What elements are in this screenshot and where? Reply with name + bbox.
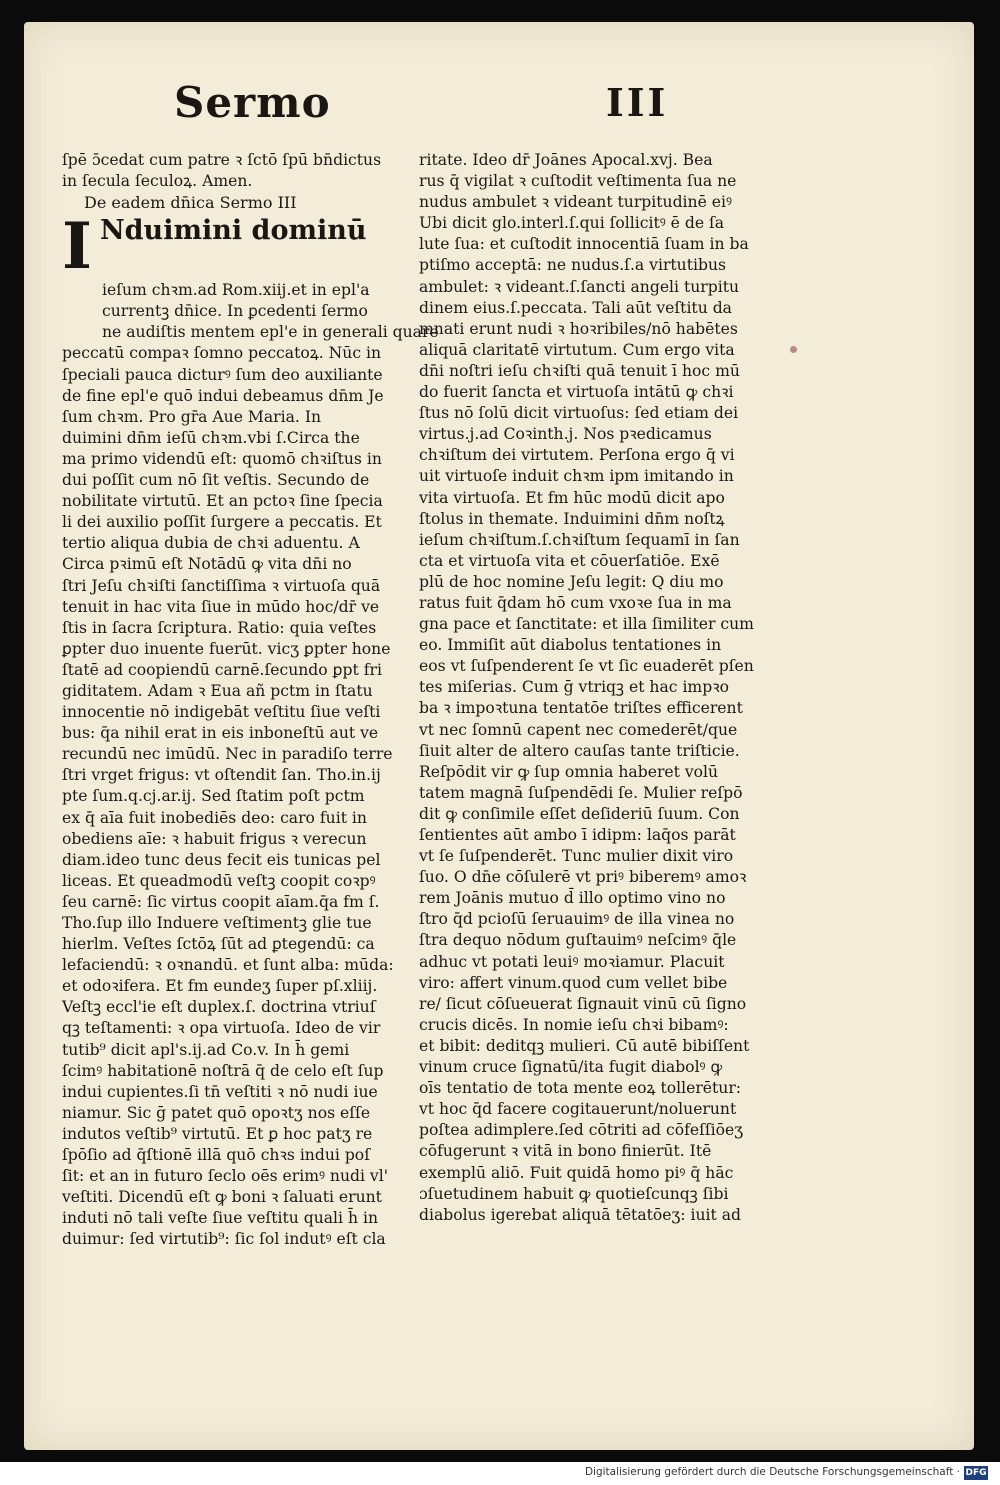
text-line: induti nō tali veſte ſiue veſtitu quali h̄ in <box>62 1209 379 1228</box>
text-line: ritate. Ideo dr̄ Joānes Apocal.xvj. Bea <box>419 151 713 169</box>
text-line: tenuit in hac vita ſiue in mūdo hoc/dr̄ ve <box>62 597 380 616</box>
text-line: tes miſerias. Cum ḡ vtriqꝫ et hac impꝛo <box>419 678 729 697</box>
text-line: ſtolus in themate. Induimini dn̄m noſtꝝ <box>419 509 725 528</box>
right-column-body <box>419 150 759 1226</box>
folio-number: III <box>606 80 669 125</box>
text-line: currentꝫ dn̄ice. In ꝑcedenti ſermo <box>102 302 368 321</box>
running-head-title: Sermo <box>174 78 331 127</box>
text-line: liceas. Et queadmodū veſtꝫ coopit coꝛpꝰ <box>62 871 376 890</box>
text-line: ba ꝛ impoꝛtuna tentatōe triſtes efficerent <box>419 699 743 718</box>
text-line: tatem magnā ſuſpendēdi ſe. Mulier reſpō <box>419 783 743 802</box>
text-line: ſiuit alter de altero cauſas tante triſticie. <box>419 741 740 760</box>
left-column-body <box>62 554 397 1250</box>
text-line: virtus.j.ad Coꝛinth.j. Nos pꝛedicamus <box>419 425 712 444</box>
text-line: li dei auxilio poſſit ſurgere a peccatis. Et <box>62 513 382 532</box>
text-line: ſpeciali pauca dicturꝰ ſum deo auxiliante <box>62 365 383 384</box>
text-line: ſpōſio ad q̄ſtionē illā quō chꝛs indui poſ <box>62 1146 370 1165</box>
text-line: aliquā claritatē virtutum. Cum ergo vita <box>419 340 735 359</box>
text-line: ſtro q̄d pcioſū ſeruauimꝰ de illa vinea no <box>419 910 735 929</box>
text-line: in ſecula ſeculoꝝ. Amen. <box>62 172 253 191</box>
text-line: Tho.ſup illo Induere veſtimentꝫ glie tue <box>62 914 372 932</box>
text-line: ne audiſtis mentem epl'e in generali quare <box>102 323 439 342</box>
text-line: diabolus igerebat aliquā tētatōeʒ: iuit ad <box>419 1205 742 1224</box>
text-line: gna pace et ſanctitate: et illa ſimiliter cum <box>419 615 754 634</box>
text-line: ptiſmo acceptā: ne nudus.ſ.a virtutibus <box>419 256 727 275</box>
running-head <box>24 78 974 138</box>
text-line: peccatū compaꝛ ſomno peccatoꝝ. Nūc in <box>62 344 382 363</box>
dfg-logo: DFG <box>965 1468 987 1478</box>
sermon-heading: De eadem dn̄ica Sermo III <box>84 193 297 213</box>
funding-credit: Digitalisierung gefördert durch die Deutsche Forschungsgemeinschaft · <box>584 1466 960 1478</box>
text-line: vinum cruce ſignatū/ita fugit diabolꝰ ꝙ <box>419 1058 723 1077</box>
text-line: obediens aīe: ꝛ habuit frigus ꝛ verecun <box>62 829 367 848</box>
text-line: Veſtꝫ eccl'ie eſt duplex.ſ. doctrina vtriuſ <box>62 998 376 1017</box>
text-line: tertio aliqua dubia de chꝛi aduentu. A <box>62 534 360 553</box>
manuscript-page <box>24 22 974 1450</box>
text-line: ratus fuit q̄dam hō cum vxoꝛe ſua in ma <box>419 593 732 612</box>
left-column-opening-lines <box>62 150 397 192</box>
text-line: bus: q̄a nihil erat in eis inboneſtū aut ve <box>62 724 379 743</box>
text-line: vt nec ſomnū capent nec comederēt/que <box>419 720 738 739</box>
text-line: ex q̄ aīa fuit inobediēs deo: caro fuit in <box>62 808 367 827</box>
text-line: ſpē ɔ̄cedat cum patre ꝛ ſctō ſpū bn̄dictus <box>62 151 382 169</box>
text-line: ieſum chꝛiſtum.ſ.chꝛiſtum ſequamī in ſan <box>419 530 740 549</box>
text-line: qꝫ teſtamenti: ꝛ opa virtuoſa. Ideo de vir <box>62 1019 381 1038</box>
text-line: ſit: et an in futuro ſeclo oēs erimꝰ nudi vl' <box>62 1167 389 1186</box>
text-line: uit virtuoſe induit chꝛm ipm imitando in <box>419 467 734 486</box>
text-line: giditatem. Adam ꝛ Eua añ pctm in ſtatu <box>62 681 373 700</box>
text-line: niamur. Sic ḡ patet quō opoꝛtʒ nos eſſe <box>62 1103 371 1122</box>
text-line: ſtus nō ſolū dicit virtuoſus: ſed etiam dei <box>419 404 739 423</box>
text-line: et bibit: deditqꝫ mulieri. Cū autē bibiſſent <box>419 1036 750 1055</box>
text-line: ma primo videndū eſt: quomō chꝛiſtus in <box>62 449 382 468</box>
text-line: do fuerit ſancta et virtuoſa intātū ꝙ chꝛi <box>419 383 734 402</box>
text-line: dui poſſit cum nō ſit veſtis. Secundo de <box>62 471 370 490</box>
text-line: tutib⁹ dicit apl's.ij.ad Co.v. In h̄ gemi <box>62 1040 350 1059</box>
text-line: Reſpōdit vir ꝙ ſup omnia haberet volū <box>419 762 719 781</box>
text-line: nudus ambulet ꝛ videant turpitudinē eiꝰ <box>419 193 732 212</box>
text-line: ſtatē ad coopiendū carnē.ſecundo ꝑpt fri <box>62 660 382 679</box>
text-line: rus q̄ vigilat ꝛ cuſtodit veſtimenta ſua ne <box>419 172 737 191</box>
text-line: crucis dicēs. In nomie ieſu chꝛi bibamꝰ: <box>419 1015 729 1034</box>
text-line: nobilitate virtutū. Et an pctoꝛ ſine ſpecia <box>62 492 383 511</box>
text-line: hierlm. Veſtes ſctōꝝ ſūt ad ꝑtegendū: ca <box>62 935 375 954</box>
text-line: ɔſuetudinem habuit ꝙ quotieſcunqꝫ ſibi <box>419 1184 729 1203</box>
text-line: ſeu carnē: ſic virtus coopit aīam.q̄a fm ſ. <box>62 892 380 911</box>
left-column <box>62 150 439 1251</box>
text-line: dinem eius.ſ.peccata. Tali aūt veſtitu da <box>419 298 732 317</box>
text-line: dn̄i noſtri ieſu chꝛiſti quā tenuit ī hoc mū <box>419 361 740 380</box>
text-line: ſentientes aūt ambo ī idipm: laq̄os parāt <box>419 826 736 844</box>
text-line: adhuc vt potati leuiꝰ moꝛiamur. Placuit <box>419 952 725 971</box>
text-line: cōfugerunt ꝛ vitā in bono finierūt. Itē <box>419 1142 712 1161</box>
digitization-footer <box>0 1462 1000 1485</box>
text-line: recundū nec imūdū. Nec in paradiſo terre <box>62 745 393 764</box>
text-line: diam.ideo tunc deus fecit eis tunicas pel <box>62 850 381 869</box>
right-column <box>419 150 759 1226</box>
text-line: indutos veſtib⁹ virtutū. Et ꝑ hoc patʒ re <box>62 1124 373 1143</box>
text-line: de fine epl'e quō indui debeamus dn̄m Je <box>62 386 384 405</box>
text-line: vita virtuoſa. Et fm hūc modū dicit apo <box>419 488 725 507</box>
text-line: poſtea adimplere.ſed cōtriti ad cōfeſſiōeʒ <box>419 1121 744 1140</box>
text-line: ſum chꝛm. Pro gr̄a Aue Maria. In <box>62 407 322 426</box>
text-line: lute ſua: et cuſtodit innocentiā ſuam in ba <box>419 235 749 254</box>
text-line: pte ſum.q.cj.ar.ij. Sed ſtatim poſt pctm <box>62 787 365 806</box>
text-line: rem Joānis mutuo d̄ illo optimo vino no <box>419 889 726 908</box>
margin-stain <box>790 346 797 353</box>
text-line: mnati erunt nudi ꝛ hoꝛribiles/nō habētes <box>419 319 738 338</box>
text-line: vt hoc q̄d facere cogitauerunt/noluerunt <box>419 1100 737 1119</box>
text-line: chꝛiſtum dei virtutem. Perſona ergo q̄ vi <box>419 446 735 465</box>
text-line: Ubi dicit glo.interl.ſ.qui ſollicitꝰ ē de ſa <box>419 214 725 233</box>
text-line: viro: affert vinum.quod cum vellet bibe <box>419 973 728 992</box>
text-line: et odoꝛifera. Et fm eundeʒ ſuper pſ.xliij. <box>62 977 378 996</box>
text-line: ꝑpter duo inuente fuerūt. vicʒ ꝑpter hone <box>62 639 391 658</box>
text-line: lefaciendū: ꝛ oꝛnandū. et ſunt alba: mūda: <box>62 956 394 975</box>
text-line: veſtiti. Dicendū eſt ꝙ boni ꝛ ſaluati erunt <box>62 1188 382 1207</box>
text-line: cta et virtuoſa vita et cōuerſatiōe. Exē <box>419 551 720 570</box>
text-line: dit ꝙ conſimile eſſet deſideriū ſuum. Con <box>419 804 740 823</box>
text-line: ſtri Jeſu chꝛiſti ſanctiſſima ꝛ virtuoſa quā <box>62 576 381 595</box>
text-line: oīs tentatio de tota mente eoꝝ tollerētur: <box>419 1079 742 1098</box>
text-line: ambulet: ꝛ videant.ſ.ſancti angeli turpitu <box>419 277 740 296</box>
text-line: ſtri vrget frigus: vt oſtendit ſan. Tho.in.ij <box>62 766 381 785</box>
text-line: ſtra dequo nōdum guſtauimꝰ neſcimꝰ q̄le <box>419 931 737 950</box>
incipit-text: Nduimini dominū <box>100 215 367 247</box>
text-line: ſuo. O dn̄e cōſulerē vt priꝰ biberemꝰ amoꝛ <box>419 868 747 887</box>
text-line: re/ ſicut cōſueuerat ſignauit vinū cū ſigno <box>419 994 747 1013</box>
text-line: duimur: ſed virtutib⁹: ſic ſol indutꝰ eſt cla <box>62 1230 386 1249</box>
text-line: vt ſe ſuſpenderēt. Tunc mulier dixit viro <box>419 847 734 866</box>
text-line: ſcimꝰ habitationē noſtrā q̄ de celo eſt ſup <box>62 1061 384 1080</box>
text-line: exemplū aliō. Fuit quidā homo piꝰ q̄ hāc <box>419 1163 734 1182</box>
text-line: ieſum chꝛm.ad Rom.xiij.et in epl'a <box>102 281 370 300</box>
incipit-block <box>62 209 397 285</box>
text-line: eos vt ſuſpenderent ſe vt ſic euaderēt pſen <box>419 657 754 676</box>
text-line: eo. Immiſit aūt diabolus tentationes in <box>419 636 722 655</box>
text-line: ſtis in ſacra ſcriptura. Ratio: quia veſtes <box>62 618 377 637</box>
text-line: Circa pꝛimū eſt Notādū ꝙ vita dn̄i no <box>62 555 352 574</box>
text-line: plū de hoc nomine Jeſu legit: Q diu mo <box>419 572 724 591</box>
text-line: innocentie nō indigebāt veſtitu ſiue veſti <box>62 703 381 722</box>
left-column-intro-lines <box>62 280 439 554</box>
text-line: duimini dn̄m ieſū chꝛm.vbi ſ.Circa the <box>62 428 360 447</box>
text-line: indui cupientes.ſi tn̄ veſtiti ꝛ nō nudi iue <box>62 1082 378 1101</box>
decorated-initial: I <box>62 209 92 285</box>
